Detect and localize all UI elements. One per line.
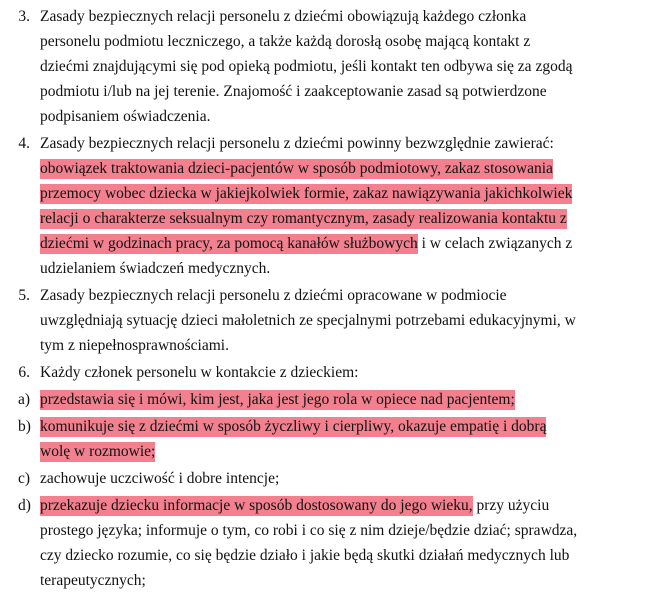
list-item bbox=[6, 131, 644, 281]
text-tail: przy użyciu bbox=[472, 497, 550, 514]
text-line-highlighted bbox=[40, 206, 644, 231]
list-item-text bbox=[40, 466, 644, 491]
list-item-text bbox=[40, 414, 644, 464]
list-marker: 3. bbox=[18, 8, 30, 25]
highlight-span: obowiązek traktowania dzieci-pacjentów w sposób podmiotowy, zakaz stosowania bbox=[40, 160, 553, 177]
text-line-highlighted bbox=[40, 181, 644, 206]
list-marker: a) bbox=[18, 391, 31, 408]
highlight-span: komunikuje się z dziećmi w sposób życzliwy i cierpliwy, okazuje empatię i dobrą bbox=[40, 418, 547, 435]
list-marker: d) bbox=[18, 497, 31, 514]
text-line-highlighted bbox=[40, 493, 644, 518]
highlight-span: przemocy wobec dziecka w jakiejkolwiek formie, zakaz nawiązywania jakichkolwiek bbox=[40, 185, 573, 202]
list-marker: c) bbox=[18, 470, 31, 487]
text-line: zachowuje uczciwość i dobre intencje; bbox=[40, 470, 280, 487]
list-marker: 5. bbox=[18, 287, 30, 304]
text-line: uwzględniają sytuację dzieci małoletnich ze specjalnymi potrzebami edukacyjnymi, w bbox=[40, 312, 576, 329]
text-line: tym z niepełnosprawnościami. bbox=[40, 337, 229, 354]
list-marker: 4. bbox=[18, 135, 30, 152]
text-line-highlighted bbox=[40, 414, 644, 439]
text-line: Zasady bezpiecznych relacji personelu z dziećmi opracowane w podmiocie bbox=[40, 287, 507, 304]
text-line-highlighted bbox=[40, 156, 644, 181]
text-line: podmiotu i/lub na jej terenie. Znajomość i zaakceptowanie zasad są potwierdzone bbox=[40, 83, 547, 100]
highlight-span: relacji o charakterze seksualnym czy romantycznym, zasady realizowania kontaktu z bbox=[40, 210, 567, 227]
highlight-span: dziećmi w godzinach pracy, za pomocą kanałów służbowych bbox=[40, 235, 418, 252]
text-line: personelu podmiotu leczniczego, a także każdą dorosłą osobę mającą kontakt z bbox=[40, 33, 531, 50]
text-line: prostego języka; informuje o tym, co robi i co się z nim dzieje/będzie dziać; sprawdza, bbox=[40, 522, 578, 539]
list-item-text bbox=[40, 387, 644, 412]
list-item bbox=[6, 360, 644, 385]
highlight-span: wolę w rozmowie; bbox=[40, 443, 156, 460]
text-line-highlighted bbox=[40, 231, 644, 256]
list-item bbox=[6, 414, 644, 464]
text-line-highlighted bbox=[40, 439, 644, 464]
text-line: podpisaniem oświadczenia. bbox=[40, 108, 211, 125]
text-line: dziećmi znajdującymi się pod opieką podmiotu, jeśli kontakt ten odbywa się za zgodą bbox=[40, 58, 573, 75]
text-line: Zasady bezpiecznych relacji personelu z dziećmi powinny bezwzględnie zawierać: bbox=[40, 135, 554, 152]
highlight-span: przekazuje dziecku informacje w sposób dostosowany do jego wieku, bbox=[40, 497, 473, 514]
text-line: terapeutycznych; bbox=[40, 572, 146, 589]
list-marker: b) bbox=[18, 418, 31, 435]
list-item bbox=[6, 387, 644, 412]
list-marker: 6. bbox=[18, 364, 30, 381]
list-item-text bbox=[40, 360, 644, 385]
list-item bbox=[6, 493, 644, 593]
text-line: czy dziecko rozumie, co się będzie działo i jakie będą skutki działań medycznych lub bbox=[40, 547, 570, 564]
text-line-highlighted bbox=[40, 387, 644, 412]
list-item bbox=[6, 466, 644, 491]
list-item-text bbox=[40, 131, 644, 281]
text-line: Każdy członek personelu w kontakcie z dzieckiem: bbox=[40, 364, 359, 381]
list-item-text bbox=[40, 4, 644, 129]
list-item bbox=[6, 4, 644, 129]
list-item-text bbox=[40, 493, 644, 593]
text-tail: i w celach związanych z bbox=[417, 235, 573, 252]
text-line: Zasady bezpiecznych relacji personelu z dziećmi obowiązują każdego członka bbox=[40, 8, 527, 25]
text-line: udzielaniem świadczeń medycznych. bbox=[40, 260, 271, 277]
list-item-text bbox=[40, 283, 644, 358]
list-item bbox=[6, 283, 644, 358]
highlight-span: przedstawia się i mówi, kim jest, jaka jest jego rola w opiece nad pacjentem; bbox=[40, 391, 515, 408]
